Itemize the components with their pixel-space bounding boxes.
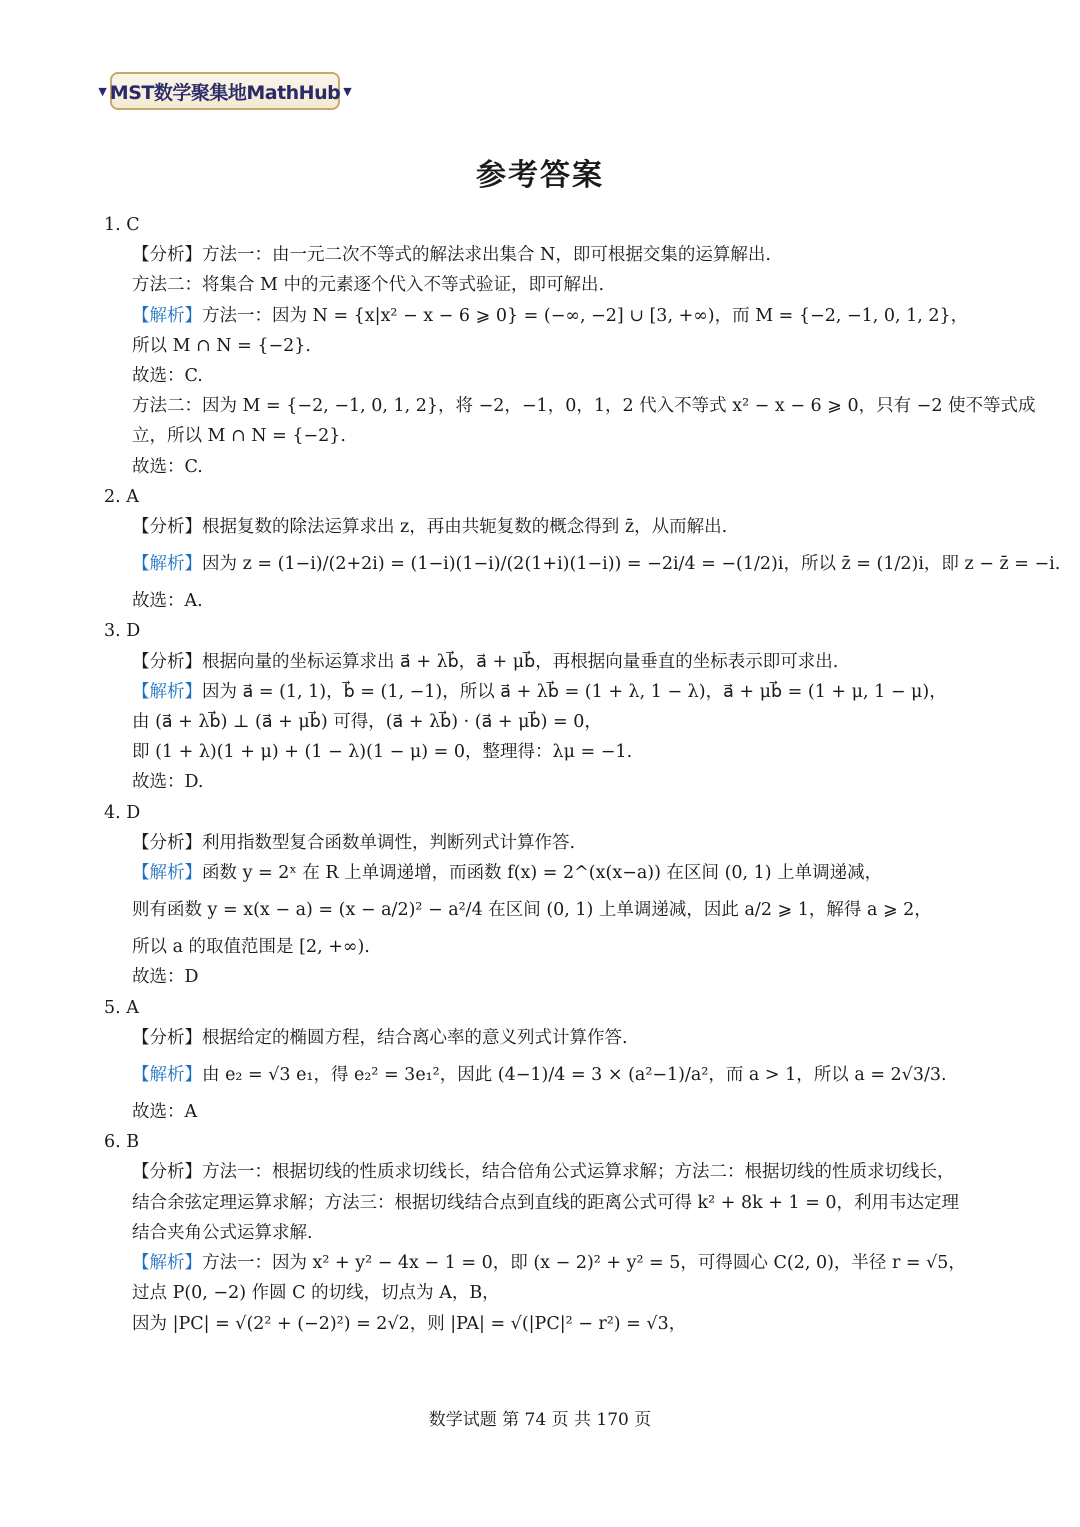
- analysis-line: 【分析】根据复数的除法运算求出 z，再由共轭复数的概念得到 z̄，从而解出.: [132, 517, 728, 538]
- solution-tag: 【解析】: [132, 863, 202, 884]
- question-number: 2. A: [104, 486, 139, 507]
- logo-badge: [98, 72, 352, 110]
- question-number: 5. A: [104, 997, 139, 1018]
- question-number: 4. D: [104, 802, 141, 823]
- text-line: 过点 P(0, −2) 作圆 C 的切线，切点为 A，B，: [132, 1283, 500, 1304]
- text-line: 则有函数 y = x(x − a) = (x − a/2)² − a²/4 在区间 (0, 1) 上单调递减，因此 a/2 ⩾ 1，解得 a ⩾ 2，: [132, 900, 932, 921]
- text-line: 结合夹角公式运算求解.: [132, 1222, 313, 1243]
- solution-line: 【解析】因为 a⃗ = (1, 1)，b⃗ = (1, −1)，所以 a⃗ + λb⃗ = (1 + λ, 1 − λ)，a⃗ + μb⃗ = (1 + μ, 1 − μ)，: [132, 681, 947, 702]
- choice-line: 故选：D.: [132, 772, 204, 793]
- solution-line: 【解析】由 e₂ = √3 e₁，得 e₂² = 3e₁²，因此 (4−1)/4 = 3 × (a²−1)/a²，而 a > 1，所以 a = 2√3/3.: [132, 1065, 947, 1086]
- analysis-line: 【分析】方法一：由一元二次不等式的解法求出集合 N，即可根据交集的运算解出.: [132, 245, 771, 266]
- choice-line: 故选：C.: [132, 366, 203, 387]
- analysis-line: 【分析】根据给定的椭圆方程，结合离心率的意义列式计算作答.: [132, 1027, 628, 1048]
- question-number: 6. B: [104, 1132, 140, 1153]
- text-line: 所以 M ∩ N = {−2}.: [132, 335, 311, 356]
- analysis-line: 【分析】方法一：根据切线的性质求切线长，结合倍角公式运算求解；方法二：根据切线的性质求切线长，: [132, 1162, 955, 1183]
- solution-tag: 【解析】: [132, 1253, 202, 1274]
- page-title: 参考答案: [476, 158, 604, 193]
- solution-line: 【解析】方法一：因为 N = {x|x² − x − 6 ⩾ 0} = (−∞, −2] ∪ [3, +∞)，而 M = {−2, −1, 0, 1, 2}，: [132, 305, 969, 326]
- text-line: 因为 |PC| = √(2² + (−2)²) = 2√2，则 |PA| = √(|PC|² − r²) = √3，: [132, 1313, 687, 1334]
- question-number: 1. C: [104, 215, 140, 235]
- text-line: 方法二：将集合 M 中的元素逐个代入不等式验证，即可解出.: [132, 275, 605, 296]
- text-line: 由 (a⃗ + λb⃗) ⊥ (a⃗ + μb⃗) 可得，(a⃗ + λb⃗) · (a⃗ + μb⃗) = 0，: [132, 712, 602, 733]
- text-line: 方法二：因为 M = {−2, −1, 0, 1, 2}，将 −2，−1，0，1，2 代入不等式 x² − x − 6 ⩾ 0，只有 −2 使不等式成: [132, 396, 1036, 417]
- solution-line: 【解析】方法一：因为 x² + y² − 4x − 1 = 0，即 (x − 2)² + y² = 5，可得圆心 C(2, 0)，半径 r = √5，: [132, 1253, 966, 1274]
- page-footer: 数学试题 第 74 页 共 170 页: [428, 1410, 652, 1430]
- choice-line: 故选：A: [132, 1102, 198, 1123]
- choice-line: 故选：D: [132, 967, 199, 988]
- analysis-line: 【分析】利用指数型复合函数单调性，判断列式计算作答.: [132, 832, 576, 853]
- solution-line: 【解析】函数 y = 2ˣ 在 R 上单调递增，而函数 f(x) = 2^(x(x−a)) 在区间 (0, 1) 上单调递减，: [132, 863, 883, 884]
- solution-line: 【解析】因为 z = (1−i)/(2+2i) = (1−i)(1−i)/(2(1+i)(1−i)) = −2i/4 = −(1/2)i，所以 z̄ = (1/2)i，即 z − z̄ = −i.: [132, 554, 1061, 575]
- text-line: 所以 a 的取值范围是 [2, +∞).: [132, 937, 370, 958]
- solution-tag: 【解析】: [132, 681, 202, 702]
- text-line: 结合余弦定理运算求解；方法三：根据切线结合点到直线的距离公式可得 k² + 8k + 1 = 0，利用韦达定理: [132, 1192, 960, 1213]
- text-line: 即 (1 + λ)(1 + μ) + (1 − λ)(1 − μ) = 0，整理得：λμ = −1.: [132, 742, 633, 763]
- solution-tag: 【解析】: [132, 554, 202, 575]
- answer-content: [104, 210, 1061, 1339]
- text-line: 立，所以 M ∩ N = {−2}.: [132, 426, 346, 447]
- logo-text: MST数学聚集地MathHub: [109, 81, 341, 104]
- question-number: 3. D: [104, 621, 141, 642]
- choice-line: 故选：C.: [132, 456, 203, 477]
- triangle-down-icon: ▼: [98, 84, 107, 98]
- triangle-down-icon: ▼: [343, 84, 352, 98]
- solution-tag: 【解析】: [132, 1065, 202, 1086]
- analysis-line: 【分析】根据向量的坐标运算求出 a⃗ + λb⃗，a⃗ + μb⃗，再根据向量垂直的坐标表示即可求出.: [132, 651, 839, 672]
- choice-line: 故选：A.: [132, 591, 203, 612]
- solution-tag: 【解析】: [132, 305, 202, 326]
